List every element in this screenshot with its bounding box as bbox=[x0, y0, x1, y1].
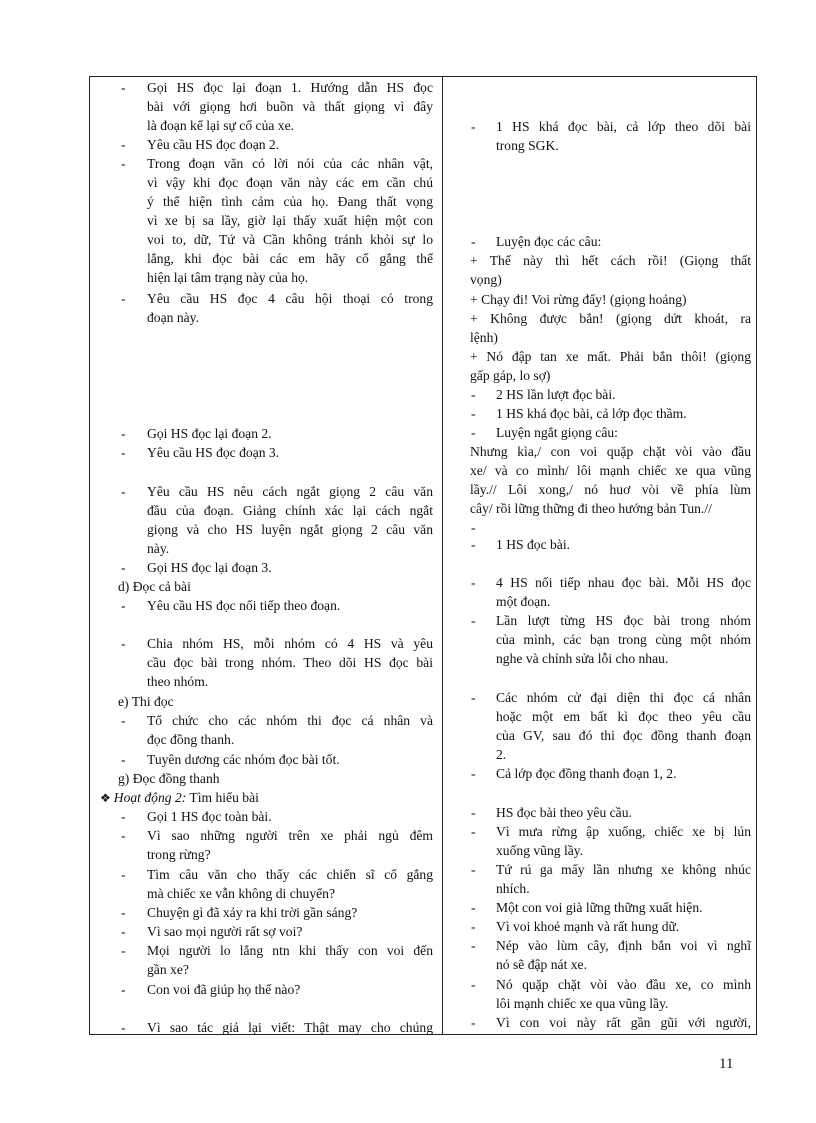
body-text: vọng) bbox=[470, 272, 502, 287]
column-divider bbox=[442, 76, 443, 1035]
body-text: lầy.// Lôi xong,/ nó huơ vòi về phía lùm bbox=[470, 482, 751, 497]
dash-bullet: - bbox=[471, 690, 476, 705]
list-item-text: Gọi HS đọc lại đoạn 3. bbox=[147, 560, 272, 575]
body-text: cây/ rồi lững thững đi theo hướng bản Tun.// bbox=[470, 501, 712, 516]
list-item-text: Tứ rú ga mấy lần nhưng xe không nhúc bbox=[496, 862, 751, 877]
section-heading: e) Thi đọc bbox=[118, 694, 174, 709]
list-item-text: Nép vào lùm cây, định bắn voi vì nghĩ bbox=[496, 938, 751, 953]
list-item-text: mà chiếc xe vẫn không di chuyển? bbox=[147, 886, 335, 901]
list-item-text: 4 HS nối tiếp nhau đọc bài. Mỗi HS đọc bbox=[496, 575, 751, 590]
dash-bullet: - bbox=[121, 752, 126, 767]
list-item-text: Con voi đã giúp họ thế nào? bbox=[147, 982, 301, 997]
activity-heading bbox=[100, 788, 259, 808]
body-text: + Nó đập tan xe mất. Phải bắn thôi! (giọng bbox=[470, 349, 751, 364]
dash-bullet: - bbox=[471, 520, 476, 535]
list-item-text: một đoạn. bbox=[496, 594, 551, 609]
list-item-text: giọng và cho HS luyện ngắt giọng 2 câu văn bbox=[147, 522, 433, 537]
dash-bullet: - bbox=[471, 824, 476, 839]
list-item-text: Mọi người lo lắng ntn khi thấy con voi đến bbox=[147, 943, 433, 958]
list-item-text: đọc đồng thanh. bbox=[147, 732, 235, 747]
list-item-text: Vì mưa rừng ập xuống, chiếc xe bị lún bbox=[496, 824, 751, 839]
dash-bullet: - bbox=[121, 1020, 126, 1035]
list-item-text: Trong đoạn văn có lời nói của các nhân vật, bbox=[147, 156, 433, 171]
list-item-text: nó sẽ đập nát xe. bbox=[496, 957, 587, 972]
page-number: 11 bbox=[719, 1056, 734, 1072]
list-item-text: Luyện ngắt giọng câu: bbox=[496, 425, 618, 440]
dash-bullet: - bbox=[121, 828, 126, 843]
diamond-bullet-icon: ❖ bbox=[100, 791, 114, 805]
dash-bullet: - bbox=[121, 943, 126, 958]
section-heading: g) Đọc đồng thanh bbox=[118, 771, 220, 786]
dash-bullet: - bbox=[121, 924, 126, 939]
dash-bullet: - bbox=[121, 809, 126, 824]
dash-bullet: - bbox=[121, 905, 126, 920]
list-item-text: Yêu cầu HS đọc 4 câu hội thoại có trong bbox=[147, 291, 433, 306]
dash-bullet: - bbox=[121, 598, 126, 613]
body-text: xe/ và co mình/ lôi mạnh chiếc xe qua vũng bbox=[470, 463, 751, 478]
list-item-text: 1 HS đọc bài. bbox=[496, 537, 571, 552]
dash-bullet: - bbox=[471, 805, 476, 820]
dash-bullet: - bbox=[471, 900, 476, 915]
list-item-text: Vì sao những người trên xe phải ngủ đêm bbox=[147, 828, 433, 843]
dash-bullet: - bbox=[471, 234, 476, 249]
list-item-text: Cả lớp đọc đồng thanh đoạn 1, 2. bbox=[496, 766, 677, 781]
list-item-text: xuống vũng lầy. bbox=[496, 843, 584, 858]
section-heading: d) Đọc cả bài bbox=[118, 579, 191, 594]
list-item-text: HS đọc bài theo yêu cầu. bbox=[496, 805, 632, 820]
body-text: + Không được bắn! (giọng dứt khoát, ra bbox=[470, 311, 751, 326]
list-item-text: Một con voi già lững thững xuất hiện. bbox=[496, 900, 703, 915]
list-item-text: của mình, các bạn trong cùng một nhóm bbox=[496, 632, 751, 647]
list-item-text: này. bbox=[147, 541, 170, 556]
list-item-text: gần xe? bbox=[147, 962, 189, 977]
list-item-text: hiện lại tâm trạng này của họ. bbox=[147, 270, 309, 285]
list-item-text: trong SGK. bbox=[496, 138, 559, 153]
list-item-text: trong rừng? bbox=[147, 847, 211, 862]
list-item-text: Chia nhóm HS, mỗi nhóm có 4 HS và yêu bbox=[147, 636, 433, 651]
dash-bullet: - bbox=[121, 137, 126, 152]
dash-bullet: - bbox=[121, 156, 126, 171]
list-item-text: cầu đọc bài trong nhóm. Theo dõi HS đọc bài bbox=[147, 655, 433, 670]
dash-bullet: - bbox=[471, 575, 476, 590]
dash-bullet: - bbox=[121, 560, 126, 575]
list-item-text: nghe và chỉnh sửa lỗi cho nhau. bbox=[496, 651, 669, 666]
dash-bullet: - bbox=[121, 636, 126, 651]
dash-bullet: - bbox=[121, 867, 126, 882]
list-item-text: đầu của đoạn. Giảng chính xác lại cách ngắt bbox=[147, 503, 433, 518]
list-item-text: bài với giọng hơi buồn và thất giọng vì đây bbox=[147, 99, 433, 114]
list-item-text: Gọi HS đọc lại đoạn 2. bbox=[147, 426, 272, 441]
list-item-text: Nó quặp chặt vòi vào đầu xe, co mình bbox=[496, 977, 751, 992]
dash-bullet: - bbox=[471, 919, 476, 934]
dash-bullet: - bbox=[121, 713, 126, 728]
list-item-text: Gọi HS đọc lại đoạn 1. Hướng dẫn HS đọc bbox=[147, 80, 433, 95]
list-item-text: Yêu cầu HS nêu cách ngắt giọng 2 câu văn bbox=[147, 484, 433, 499]
list-item-text: theo nhóm. bbox=[147, 674, 209, 689]
dash-bullet: - bbox=[121, 484, 126, 499]
dash-bullet: - bbox=[471, 977, 476, 992]
dash-bullet: - bbox=[471, 613, 476, 628]
activity-title: Tìm hiểu bài bbox=[186, 790, 259, 805]
list-item-text: vì xe bị sa lầy, giờ lại thấy xuất hiện một con bbox=[147, 213, 433, 228]
dash-bullet: - bbox=[471, 1015, 476, 1030]
dash-bullet: - bbox=[471, 406, 476, 421]
body-text: + Chạy đi! Voi rừng đấy! (giọng hoảng) bbox=[470, 292, 687, 307]
list-item-text: 2 HS lần lượt đọc bài. bbox=[496, 387, 616, 402]
list-item-text: hoặc một em bất kì đọc theo yêu cầu bbox=[496, 709, 751, 724]
list-item-text: vì vậy khi đọc đoạn văn này các em cần chú bbox=[147, 175, 433, 190]
list-item-text: 1 HS khá đọc bài, cả lớp theo dõi bài bbox=[496, 119, 751, 134]
body-text: lệnh) bbox=[470, 330, 498, 345]
list-item-text: nhích. bbox=[496, 881, 530, 896]
list-item-text: của GV, sau đó thi đọc đồng thanh đoạn bbox=[496, 728, 751, 743]
dash-bullet: - bbox=[121, 80, 126, 95]
dash-bullet: - bbox=[471, 387, 476, 402]
dash-bullet: - bbox=[121, 291, 126, 306]
list-item-text: lắng, khi đọc bài các em hãy cố gắng thể bbox=[147, 251, 433, 266]
list-item-text: đoạn này. bbox=[147, 310, 199, 325]
list-item-text: Lần lượt từng HS đọc bài trong nhóm bbox=[496, 613, 751, 628]
list-item-text: Tìm câu văn cho thấy các chiến sĩ cố gắng bbox=[147, 867, 433, 882]
dash-bullet: - bbox=[471, 766, 476, 781]
list-item-text: Chuyện gì đã xảy ra khi trời gần sáng? bbox=[147, 905, 358, 920]
activity-label: Hoạt động 2: bbox=[113, 790, 187, 805]
dash-bullet: - bbox=[471, 862, 476, 877]
dash-bullet: - bbox=[121, 445, 126, 460]
list-item-text: Vì sao mọi người rất sợ voi? bbox=[147, 924, 303, 939]
list-item-text: Vì voi khoẻ mạnh và rất hung dữ. bbox=[496, 919, 680, 934]
list-item-text: Tổ chức cho các nhóm thi đọc cá nhân và bbox=[147, 713, 433, 728]
body-text: + Thế này thì hết cách rồi! (Giọng thất bbox=[470, 253, 751, 268]
list-item-text: Luyện đọc các câu: bbox=[496, 234, 602, 249]
dash-bullet: - bbox=[121, 426, 126, 441]
dash-bullet: - bbox=[471, 119, 476, 134]
list-item-text: Yêu cầu HS đọc đoạn 3. bbox=[147, 445, 280, 460]
dash-bullet: - bbox=[121, 982, 126, 997]
dash-bullet: - bbox=[471, 938, 476, 953]
list-item-text: Vì con voi này rất gần gũi với người, bbox=[496, 1015, 751, 1030]
list-item-text: 2. bbox=[496, 747, 507, 762]
list-item-text: là đoạn kể lại sự cố của xe. bbox=[147, 118, 295, 133]
list-item-text: 1 HS khá đọc bài, cả lớp đọc thầm. bbox=[496, 406, 687, 421]
list-item-text: voi to, dữ, Tứ và Cần không tránh khỏi sự lo bbox=[147, 232, 433, 247]
list-item-text: Các nhóm cử đại diện thi đọc cá nhân bbox=[496, 690, 751, 705]
list-item-text: Gọi 1 HS đọc toàn bài. bbox=[147, 809, 272, 824]
list-item-text: lôi mạnh chiếc xe qua vũng lầy. bbox=[496, 996, 669, 1011]
list-item-text: Tuyên dương các nhóm đọc bài tốt. bbox=[147, 752, 340, 767]
list-item-text: Vì sao tác giả lại viết: Thật may cho chúng bbox=[147, 1020, 433, 1035]
body-text: gấp gáp, lo sợ) bbox=[470, 368, 551, 383]
body-text: Nhưng kìa,/ con voi quặp chặt vòi vào đầu bbox=[470, 444, 751, 459]
dash-bullet: - bbox=[471, 425, 476, 440]
dash-bullet: - bbox=[471, 537, 476, 552]
list-item-text: Yêu cầu HS đọc đoạn 2. bbox=[147, 137, 280, 152]
list-item-text: ý thể hiện tình cảm của họ. Đang thất vọng bbox=[147, 194, 433, 209]
list-item-text: Yêu cầu HS đọc nối tiếp theo đoạn. bbox=[147, 598, 341, 613]
